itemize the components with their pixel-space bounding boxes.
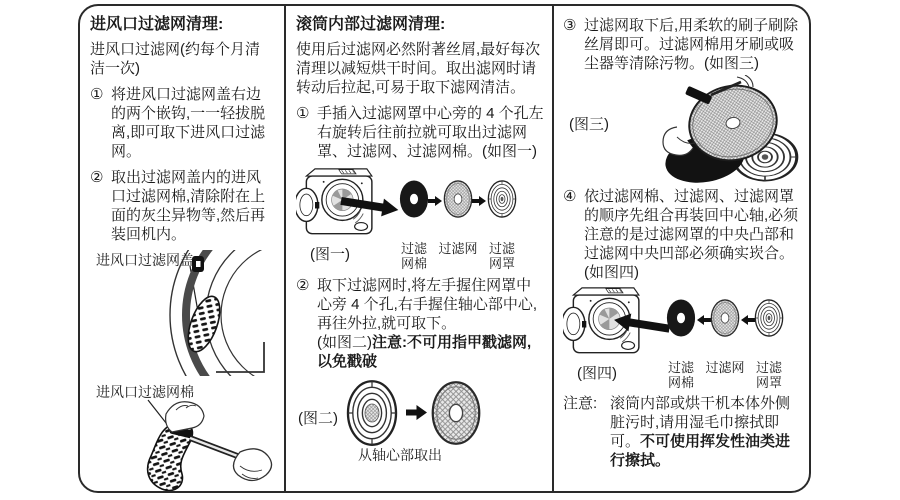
step-text — [317, 276, 544, 371]
step-text: 依过滤网棉、过滤网、过滤网罩的顺序先组合再装回中心轴,必须注意的是过滤网罩的中央凸部和过滤网中央凹部必须确实崁合。(如图四) — [584, 188, 799, 281]
bottom-note — [563, 394, 803, 470]
note-text-bold: 不可使用挥发性油类进行擦拭。 — [610, 433, 791, 469]
step-text: 过滤网取下后,用柔软的刷子刷除丝屑即可。过滤网棉用牙刷或吸尘器等清除污物。(如图三) — [584, 17, 799, 72]
step-number: ④ — [563, 188, 577, 205]
figure-3-caption: (图三) — [569, 116, 609, 133]
step-item — [296, 104, 544, 161]
manual-page — [78, 4, 811, 493]
inlet-intro: 进风口过滤网(约每个月清洁一次) — [90, 41, 260, 77]
column-drum-filter — [286, 6, 554, 491]
figure-4 — [563, 284, 801, 388]
filter-cover-disc-icon — [488, 181, 515, 217]
step-item — [563, 187, 803, 282]
warning-text: 注意:不可用指甲戳滤网,以免戳破 — [317, 334, 532, 370]
cover-center-hub — [365, 404, 379, 422]
figure-2-illustration — [330, 373, 490, 453]
figure-inlet-cotton — [90, 380, 274, 493]
section-title-inlet: 进风口过滤网清理: — [90, 16, 224, 33]
filter-mesh-disc-icon — [444, 181, 471, 217]
right-hand-icon — [233, 449, 271, 481]
arrow-left-icon — [697, 315, 711, 325]
note-text-main: 滚筒内部或烘干机本体外侧脏污时,请用湿毛巾擦拭即可。 — [610, 395, 791, 450]
figure-1-illustration — [296, 165, 534, 239]
step-number: ② — [90, 169, 104, 186]
figure-inlet-cover — [90, 250, 274, 378]
figure-1-caption: (图一) — [310, 246, 350, 263]
arrow-right-icon — [472, 196, 486, 206]
disc-label-cotton: 过滤网棉 — [667, 360, 694, 390]
step-number: ① — [90, 86, 104, 103]
disc-label-cover: 过滤网罩 — [488, 241, 515, 271]
step-number: ② — [296, 277, 310, 294]
note-label: 注意: — [563, 395, 598, 412]
filter-cover-disc-icon — [755, 300, 782, 336]
step-item — [90, 168, 274, 244]
step-item — [296, 276, 544, 371]
filter-mesh-disc-icon — [433, 382, 480, 444]
step-text-main: 取下过滤网时,将左手握住网罩中心旁 4 个孔,右手握住轴心部中心,再往外拉,就可取下。 — [317, 277, 538, 332]
disc-label-cotton: 过滤网棉 — [400, 241, 427, 271]
column-inlet-filter — [80, 6, 286, 491]
figure-2 — [296, 373, 544, 465]
inlet-cover-illustration — [90, 250, 272, 376]
arrow-left-icon — [741, 315, 755, 325]
step-text: 手插入过滤网罩中心旁的 4 个孔左右旋转后往前拉就可取出过滤网罩、过滤网、过滤网棉。(如图一) — [317, 105, 544, 160]
section-title-drum: 滚筒内部过滤网清理: — [296, 16, 446, 33]
figure-reference: (如图二) — [317, 334, 372, 351]
figure-2-note: 从轴心部取出 — [358, 447, 442, 463]
step-number: ① — [296, 105, 310, 122]
disc-label-cover: 过滤网罩 — [755, 360, 782, 390]
figure-4-illustration — [563, 284, 801, 358]
arrow-right-icon — [406, 405, 427, 420]
figure-3 — [563, 75, 803, 183]
column-steps-3-4 — [554, 6, 809, 491]
drum-intro: 使用后过滤网必然附著丝屑,最好每次清理以减短烘干时间。取出滤网时请转动后拉起,可易于取下滤网清洁。 — [296, 41, 541, 96]
disc-label-mesh: 过滤网 — [438, 241, 478, 256]
step-text: 将进风口过滤网盖右边的两个嵌钩,一一轻拔脱离,即可取下进风口过滤网。 — [111, 86, 266, 160]
note-text — [610, 394, 803, 470]
figure-4-caption: (图四) — [577, 365, 617, 382]
step-item — [563, 16, 803, 73]
figure-2-caption: (图二) — [298, 410, 338, 427]
inlet-cover-label: 进风口过滤网盖 — [96, 252, 194, 268]
inlet-cotton-label: 进风口过滤网棉 — [96, 384, 194, 400]
step-number: ③ — [563, 17, 577, 34]
disc-label-mesh: 过滤网 — [705, 360, 745, 375]
filter-mesh-disc-icon — [711, 300, 738, 336]
step-item — [90, 85, 274, 161]
top-hand-icon — [166, 402, 204, 432]
figure-1 — [296, 165, 534, 269]
figure-3-illustration — [647, 75, 799, 183]
step-text: 取出过滤网盖内的进风口过滤网棉,清除附在上面的灰尘异物等,然后再装回机内。 — [111, 169, 266, 243]
machine-corner-arcs — [170, 250, 272, 376]
arrow-right-icon — [428, 196, 442, 206]
filter-cotton-disc-icon — [667, 300, 695, 337]
filter-cotton-disc-icon — [400, 181, 428, 218]
